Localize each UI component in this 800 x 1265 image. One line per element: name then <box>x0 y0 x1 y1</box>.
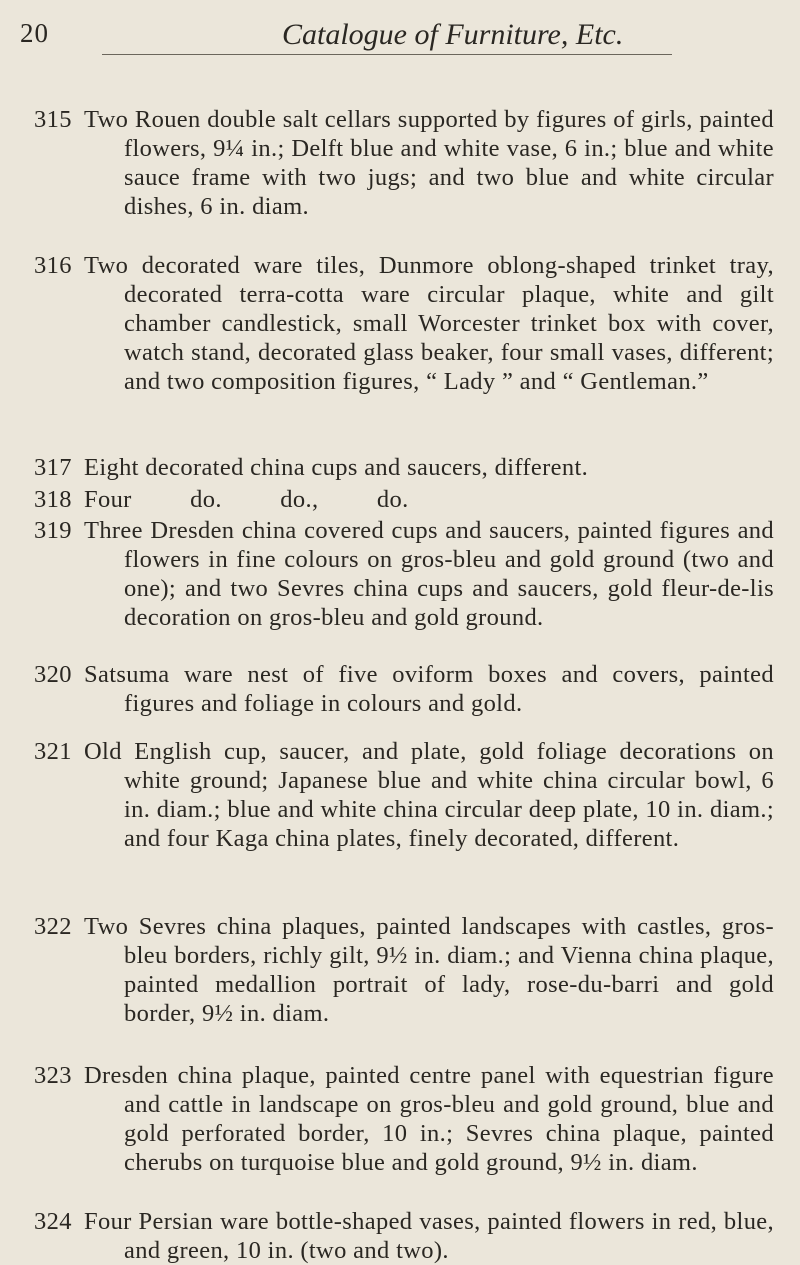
lot-entry <box>34 485 794 514</box>
lot-entry <box>34 1061 794 1177</box>
lot-description: Dresden china plaque, painted centre panel with equestrian figure and cattle in landscape on gros-bleu and gold ground, blue and gold perforated border, 10 in.; Sevres china plaque, painted cherubs on turquoise blue and gold ground, 9½ in. diam. <box>84 1062 774 1176</box>
lot-number: 324 <box>34 1208 72 1235</box>
lot-number: 323 <box>34 1062 72 1089</box>
lot-entry <box>34 105 794 221</box>
lot-description: Satsuma ware nest of five oviform boxes and covers, painted figures and foliage in colours and gold. <box>84 661 774 717</box>
running-title: Catalogue of Furniture, Etc. <box>282 18 624 51</box>
lot-description: Two Sevres china plaques, painted landscapes with castles, gros-bleu borders, richly gilt, 9½ in. diam.; and Vienna china plaque, painted medallion portrait of lady, rose-du-barri and gold border, 9½ in. diam. <box>84 913 774 1027</box>
lot-entry <box>34 1207 794 1265</box>
lot-description: Four Persian ware bottle-shaped vases, painted flowers in red, blue, and green, 10 in. (two and two). <box>84 1208 774 1264</box>
lot-description: Old English cup, saucer, and plate, gold foliage decorations on white ground; Japanese blue and white china circular bowl, 6 in. diam.; blue and white china circular deep plate, 10 in. diam.; and four Kaga china plates, finely decorated, different. <box>84 738 774 852</box>
page-header <box>20 18 760 58</box>
lot-number: 319 <box>34 517 72 544</box>
lot-entry <box>34 453 794 482</box>
lot-description: Four do. do., do. <box>84 486 409 513</box>
lot-entry <box>34 251 794 396</box>
lot-description: Two Rouen double salt cellars supported by figures of girls, painted flowers, 9¼ in.; Delft blue and white vase, 6 in.; blue and white sauce frame with two jugs; and two blue and white circular dishes, 6 in. diam. <box>84 106 774 220</box>
lot-description: Eight decorated china cups and saucers, different. <box>84 454 589 481</box>
page-number: 20 <box>20 18 49 48</box>
lot-entry <box>34 912 794 1028</box>
lot-number: 321 <box>34 738 72 765</box>
lot-number: 318 <box>34 486 72 513</box>
lot-entry <box>34 660 794 718</box>
lot-number: 322 <box>34 913 72 940</box>
lot-entry <box>34 737 794 853</box>
lot-number: 320 <box>34 661 72 688</box>
lot-number: 315 <box>34 106 72 133</box>
lot-number: 317 <box>34 454 72 481</box>
header-rule <box>102 54 672 55</box>
lot-number: 316 <box>34 252 72 279</box>
lot-description: Two decorated ware tiles, Dunmore oblong-shaped trinket tray, decorated terra-cotta ware circular plaque, white and gilt chamber candlestick, small Worcester trinket box with cover, watch stand, decorated glass beaker, four small vases, different; and two composition figures, “ Lady ” and “ Gentleman.” <box>84 252 774 395</box>
lot-description: Three Dresden china covered cups and saucers, painted figures and flowers in fine colours on gros-bleu and gold ground (two and one); and two Sevres china cups and saucers, gold fleur-de-lis decoration on gros-bleu and gold ground. <box>84 517 774 631</box>
lot-entry <box>34 516 794 632</box>
